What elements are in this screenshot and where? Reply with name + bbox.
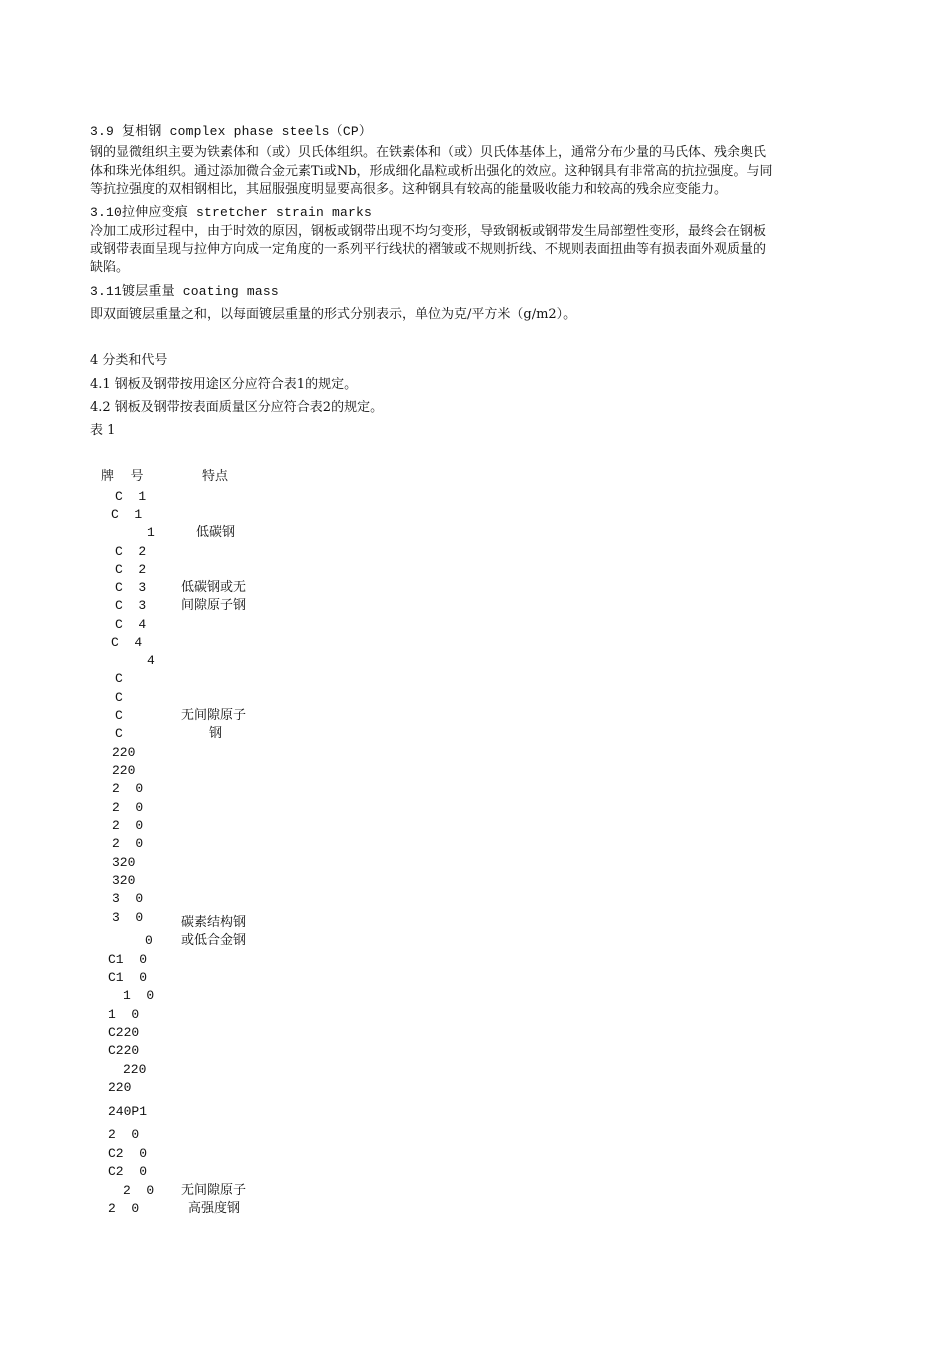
grade-cell: C <box>115 708 123 723</box>
section-3-9-title: 3.9 复相钢 complex phase steels（CP） <box>90 124 373 139</box>
grade-cell: 320 <box>112 855 136 870</box>
section-3-10-title: 3.10拉伸应变痕 stretcher strain marks <box>90 205 373 220</box>
section-3-10-paragraph-line: 缺陷。 <box>90 260 130 275</box>
grade-cell: 2 0 <box>108 1201 140 1216</box>
feature-cell: 低碳钢 <box>196 525 236 540</box>
feature-cell: 无间隙原子 <box>181 708 247 723</box>
grade-cell: 4 <box>147 653 155 668</box>
feature-cell: 无间隙原子 <box>181 1183 247 1198</box>
grade-cell: 2 0 <box>112 818 144 833</box>
section-3-9-paragraph-line: 体和珠光体组织。通过添加微合金元素Ti或Nb，形成细化晶粒或析出强化的效应。这种钢具有非常高的抗拉强度。与同 <box>90 164 773 179</box>
grade-cell: 220 <box>123 1062 147 1077</box>
grade-cell: C220 <box>108 1043 140 1058</box>
grade-cell: C220 <box>108 1025 140 1040</box>
grade-cell: 1 0 <box>108 1007 140 1022</box>
grade-cell: 240P1 <box>108 1104 148 1119</box>
grade-cell: 2 0 <box>112 800 144 815</box>
feature-cell: 钢 <box>209 726 223 741</box>
feature-cell: 碳素结构钢 <box>181 915 247 930</box>
grade-cell: 1 0 <box>123 988 155 1003</box>
clause-4-2: 4.2 钢板及钢带按表面质量区分应符合表2的规定。 <box>90 400 384 415</box>
grade-cell: 2 0 <box>112 781 144 796</box>
section-3-10-paragraph-line: 或钢带表面呈现与拉伸方向成一定角度的一系列平行线状的褶皱或不规则折线、不规则表面扭曲等有损表面外观质量的 <box>90 242 767 257</box>
section-3-11-paragraph: 即双面镀层重量之和，以每面镀层重量的形式分别表示，单位为克/平方米（g/m2）。 <box>90 307 577 322</box>
section-3-11-title: 3.11镀层重量 coating mass <box>90 284 279 299</box>
section-4-title: 4 分类和代号 <box>90 353 168 368</box>
table-header-feature: 特点 <box>202 469 229 484</box>
grade-cell: 2 0 <box>112 836 144 851</box>
grade-cell: C1 0 <box>108 970 148 985</box>
grade-cell: 220 <box>108 1080 132 1095</box>
grade-cell: 3 0 <box>112 910 144 925</box>
feature-cell: 高强度钢 <box>188 1201 241 1216</box>
section-3-9-paragraph-line: 等抗拉强度的双相钢相比，其屈服强度明显要高很多。这种钢具有较高的能量吸收能力和较高的残余应变能力。 <box>90 182 728 197</box>
grade-cell: C 3 <box>115 598 147 613</box>
grade-cell: 1 <box>147 525 155 540</box>
clause-4-1: 4.1 钢板及钢带按用途区分应符合表1的规定。 <box>90 377 358 392</box>
grade-cell: C2 0 <box>108 1146 148 1161</box>
grade-cell: C 4 <box>115 617 147 632</box>
grade-cell: C1 0 <box>108 952 148 967</box>
grade-cell: 220 <box>112 745 136 760</box>
section-3-9-paragraph-line: 钢的显微组织主要为铁素体和（或）贝氏体组织。在铁素体和（或）贝氏体基体上，通常分布少量的马氏体、残余奥氏 <box>90 145 767 160</box>
grade-cell: C 3 <box>115 580 147 595</box>
grade-cell: 2 0 <box>123 1183 155 1198</box>
grade-cell: C2 0 <box>108 1164 148 1179</box>
grade-cell: C <box>115 671 123 686</box>
grade-cell: 3 0 <box>112 891 144 906</box>
grade-cell: C 1 <box>111 507 143 522</box>
feature-cell: 或低合金钢 <box>181 933 247 948</box>
grade-cell: C 1 <box>115 489 147 504</box>
grade-cell: 320 <box>112 873 136 888</box>
grade-cell: C 4 <box>111 635 143 650</box>
grade-cell: 220 <box>112 763 136 778</box>
grade-cell: C <box>115 726 123 741</box>
table-header-grade: 牌 号 <box>101 469 144 484</box>
grade-cell: C 2 <box>115 562 147 577</box>
section-3-10-paragraph-line: 冷加工成形过程中，由于时效的原因，钢板或钢带出现不均匀变形，导致钢板或钢带发生局部塑性变形，最终会在钢板 <box>90 224 767 239</box>
grade-cell: 2 0 <box>108 1127 140 1142</box>
grade-cell: C 2 <box>115 544 147 559</box>
grade-cell: 0 <box>145 933 153 948</box>
table-caption: 表 1 <box>90 423 116 438</box>
grade-cell: C <box>115 690 123 705</box>
feature-cell: 间隙原子钢 <box>181 598 247 613</box>
feature-cell: 低碳钢或无 <box>181 580 247 595</box>
